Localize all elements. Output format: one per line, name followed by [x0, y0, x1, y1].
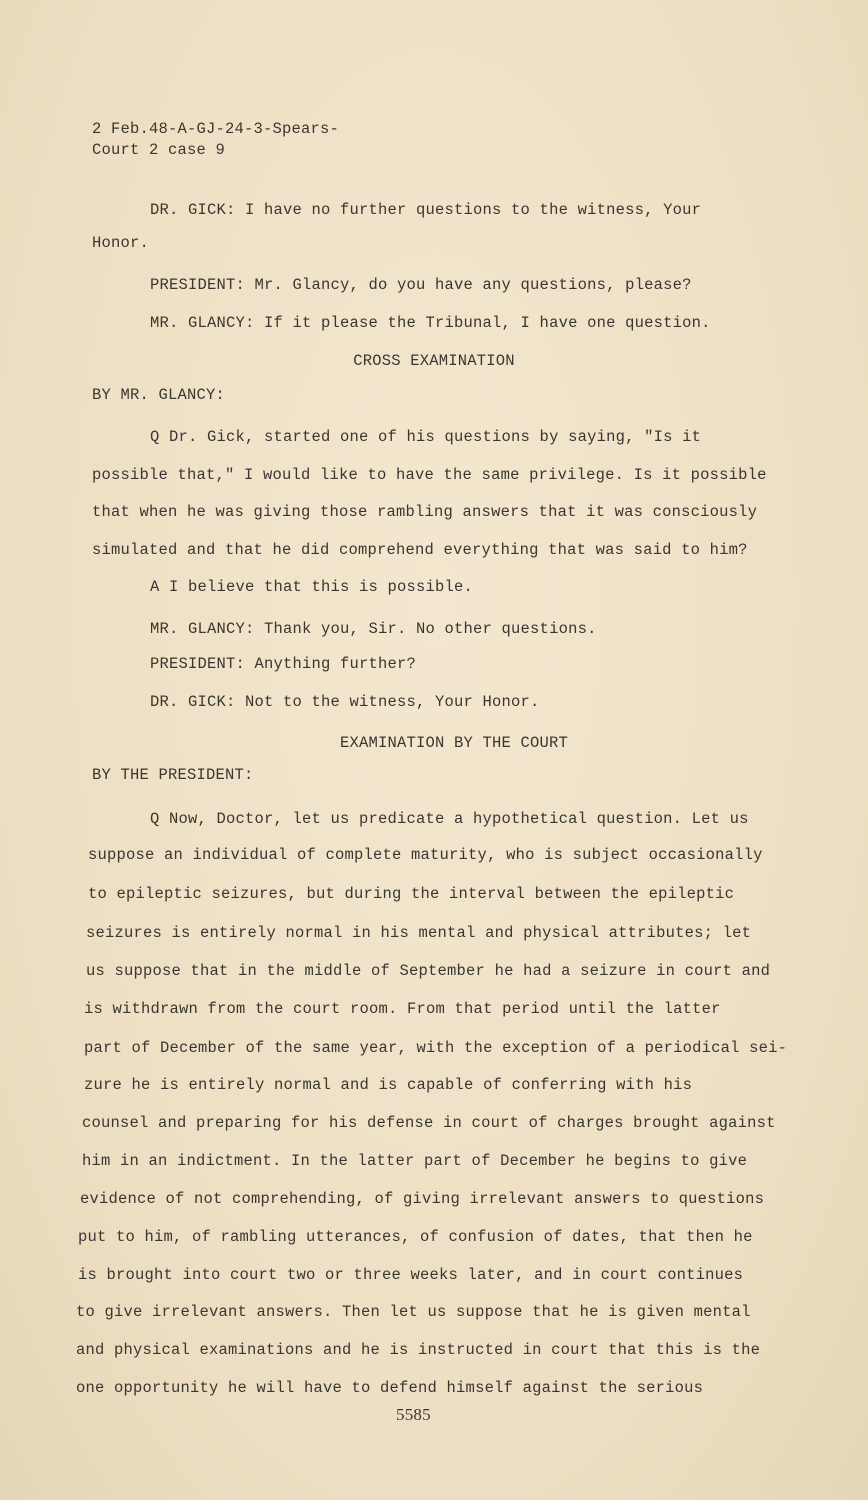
body-line: counsel and preparing for his defense in court of charges brought against — [82, 1114, 776, 1132]
header-reference: 2 Feb.48-A-GJ-24-3-Spears- — [92, 120, 340, 138]
body-line: part of December of the same year, with the exception of a periodical sei- — [84, 1039, 788, 1057]
body-line: him in an indictment. In the latter part of December he begins to give — [82, 1152, 748, 1170]
body-line: DR. GICK: I have no further questions to the witness, Your — [150, 201, 702, 219]
section-heading-examination-by-court: EXAMINATION BY THE COURT — [339, 734, 569, 752]
header-court-case: Court 2 case 9 — [92, 141, 226, 159]
section-heading-cross-examination: CROSS EXAMINATION — [353, 352, 515, 370]
body-line: and physical examinations and he is instructed in court that this is the — [76, 1341, 761, 1359]
page-number: 5585 — [396, 1405, 431, 1424]
body-line: to epileptic seizures, but during the interval between the epileptic — [88, 885, 735, 903]
body-line: to give irrelevant answers. Then let us suppose that he is given mental — [76, 1303, 751, 1321]
body-line: BY MR. GLANCY: — [92, 386, 226, 404]
body-line: is brought into court two or three weeks later, and in court continues — [78, 1266, 744, 1284]
body-line: BY THE PRESIDENT: — [92, 766, 254, 784]
body-line: possible that," I would like to have the same privilege. Is it possible — [92, 466, 767, 484]
body-line: PRESIDENT: Mr. Glancy, do you have any questions, please? — [150, 276, 692, 294]
body-line: MR. GLANCY: If it please the Tribunal, I have one question. — [150, 314, 711, 332]
body-line: that when he was giving those rambling answers that it was consciously — [92, 503, 758, 521]
body-line: seizures is entirely normal in his mental and physical attributes; let — [86, 924, 752, 942]
body-line: is withdrawn from the court room. From that period until the latter — [84, 1000, 721, 1018]
body-line: Q Now, Doctor, let us predicate a hypothetical question. Let us — [150, 810, 749, 828]
body-line: MR. GLANCY: Thank you, Sir. No other questions. — [150, 620, 597, 638]
body-line: us suppose that in the middle of September he had a seizure in court and — [86, 962, 771, 980]
body-line: Q Dr. Gick, started one of his questions by saying, "Is it — [150, 428, 702, 446]
body-line: DR. GICK: Not to the witness, Your Honor. — [150, 693, 540, 711]
body-line: PRESIDENT: Anything further? — [150, 655, 417, 673]
body-line: Honor. — [92, 234, 150, 252]
body-line: zure he is entirely normal and is capable of conferring with his — [84, 1076, 693, 1094]
body-line: A I believe that this is possible. — [150, 578, 474, 596]
body-line: one opportunity he will have to defend himself against the serious — [76, 1379, 704, 1397]
body-line: evidence of not comprehending, of giving irrelevant answers to questions — [80, 1190, 765, 1208]
body-line: simulated and that he did comprehend everything that was said to him? — [92, 541, 748, 559]
body-line: put to him, of rambling utterances, of confusion of dates, that then he — [78, 1228, 753, 1246]
body-line: suppose an individual of complete maturity, who is subject occasionally — [88, 846, 763, 864]
